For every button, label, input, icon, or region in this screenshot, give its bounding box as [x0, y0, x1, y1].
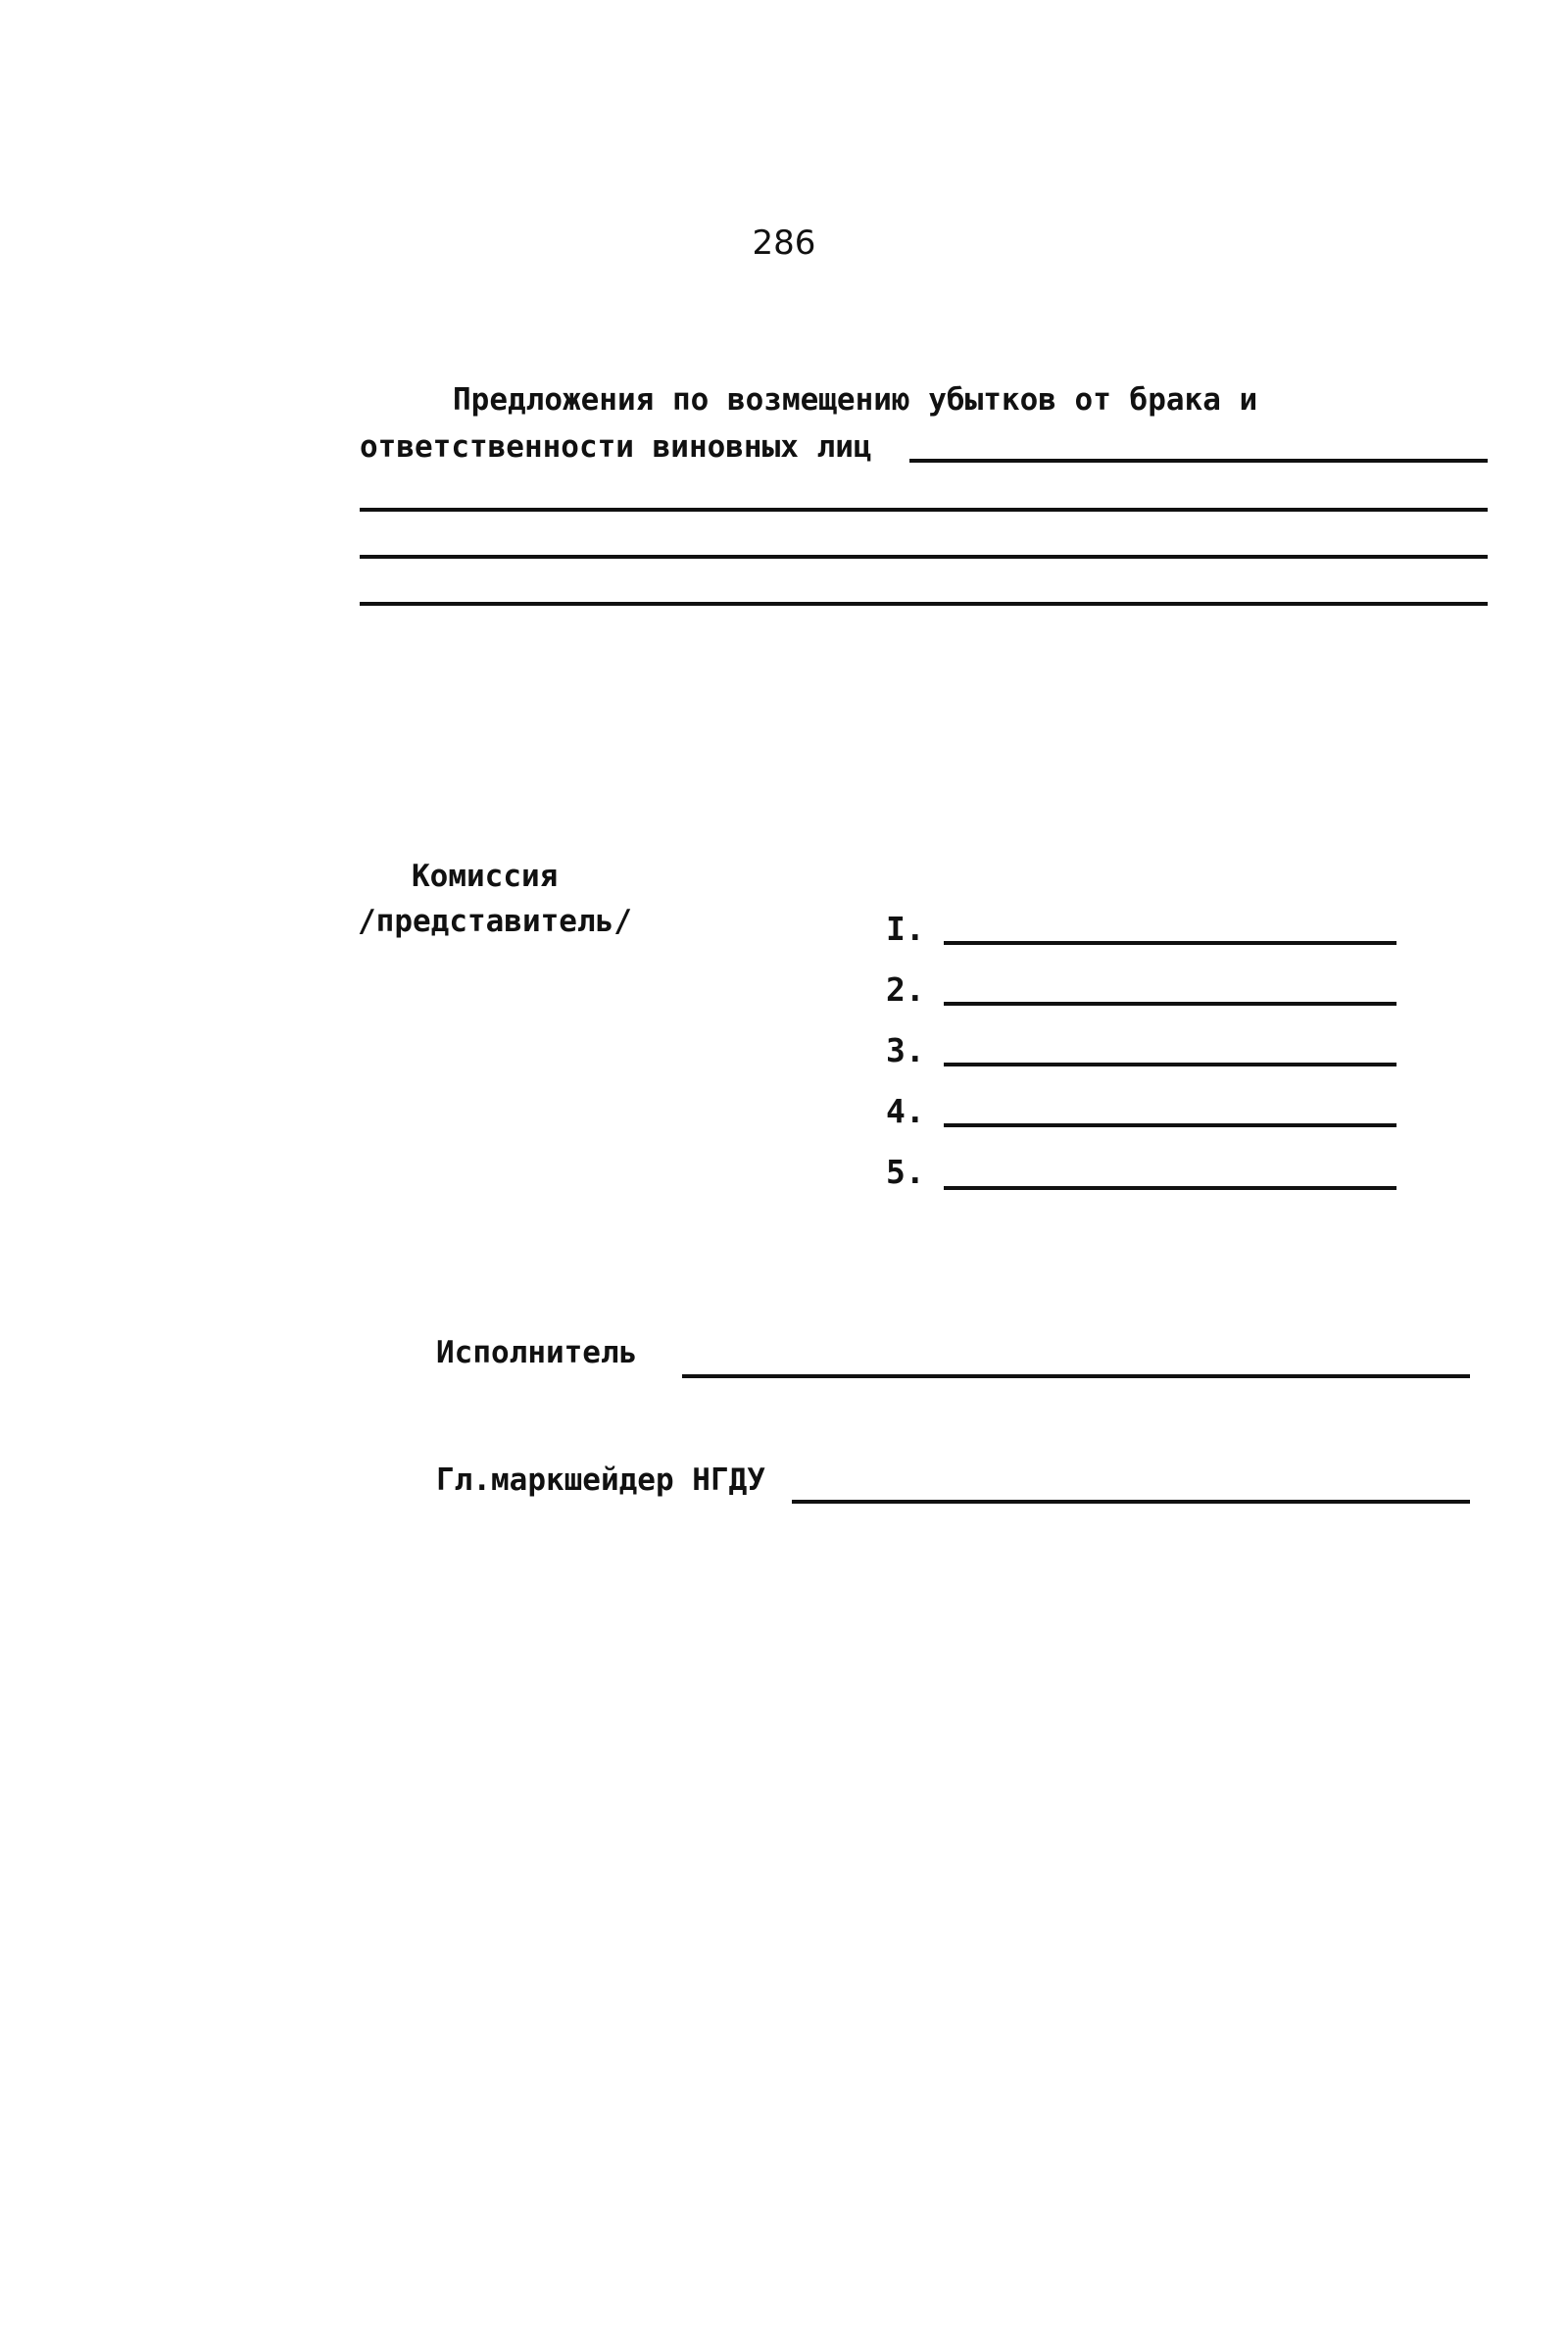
proposals-heading-line1: Предложения по возмещению убытков от брака и: [453, 382, 1258, 418]
commission-subtitle: /представитель/: [358, 904, 632, 939]
commission-member-number-5: 5.: [886, 1153, 925, 1191]
executor-signature-line: [682, 1374, 1470, 1378]
proposals-fill-line-1: [909, 459, 1488, 463]
chief-surveyor-label: Гл.маркшейдер НГДУ: [436, 1462, 765, 1498]
commission-title: Комиссия: [412, 859, 559, 894]
commission-member-line-5: [944, 1186, 1396, 1190]
page-number: 286: [752, 223, 816, 263]
chief-surveyor-signature-line: [792, 1500, 1470, 1504]
proposals-heading-line2: ответственности виновных лиц: [360, 429, 872, 465]
commission-member-number-1: I.: [886, 910, 925, 948]
commission-member-number-4: 4.: [886, 1092, 925, 1130]
proposals-fill-line-4: [360, 602, 1488, 606]
commission-member-line-2: [944, 1002, 1396, 1006]
commission-member-line-1: [944, 941, 1396, 945]
executor-label: Исполнитель: [436, 1335, 638, 1370]
commission-member-line-4: [944, 1123, 1396, 1127]
proposals-fill-line-3: [360, 555, 1488, 559]
proposals-fill-line-2: [360, 508, 1488, 512]
commission-member-line-3: [944, 1063, 1396, 1066]
commission-member-number-3: 3.: [886, 1031, 925, 1069]
commission-member-number-2: 2.: [886, 970, 925, 1009]
